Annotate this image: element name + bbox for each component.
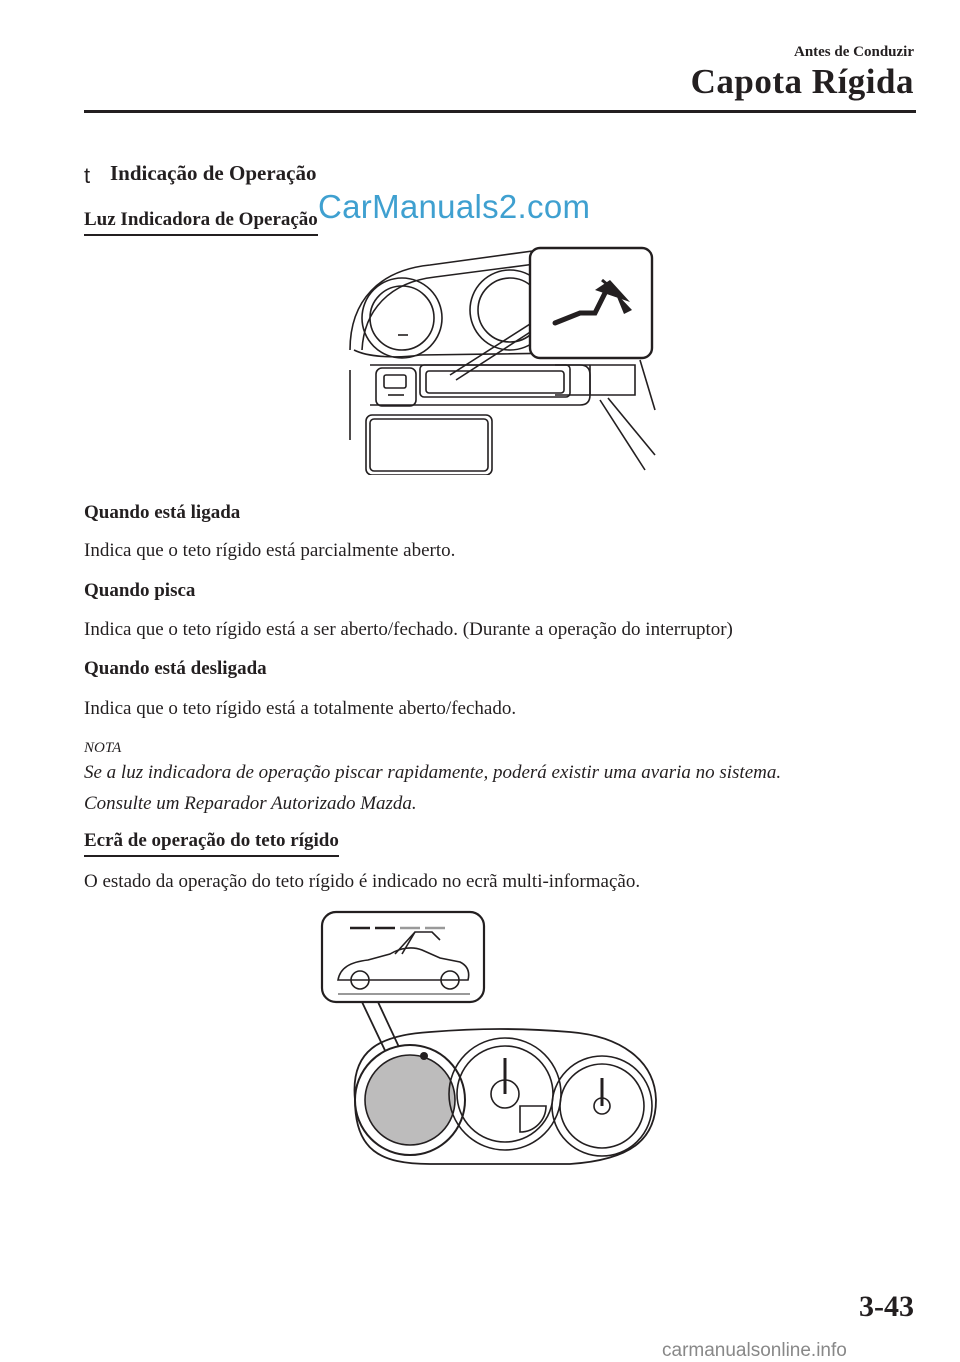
display-text: O estado da operação do teto rígido é indicado no ecrã multi-informação. (84, 871, 641, 892)
note-line-2: Consulte um Reparador Autorizado Mazda. (84, 793, 417, 814)
state-blink-text: Indica que o teto rígido está a ser aberto/fechado. (Durante a operação do interruptor) (84, 619, 733, 640)
chapter-title: Antes de Conduzir (793, 44, 914, 60)
state-on-title: Quando está ligada (84, 502, 241, 523)
watermark[interactable]: CarManuals2.com (318, 188, 591, 225)
subheading-indicator-light: Luz Indicadora de Operação (84, 209, 318, 236)
page-number: 3-43 (859, 1290, 914, 1323)
section-header: Capota Rígida (690, 62, 914, 101)
state-off-title: Quando está desligada (84, 658, 267, 679)
note-label: NOTA (84, 740, 122, 756)
section-marker-icon: t (84, 163, 91, 188)
dashboard-indicator-illustration (340, 240, 660, 475)
section-title: Indicação de Operação (110, 161, 317, 185)
footer-watermark[interactable]: carmanualsonline.info (662, 1340, 847, 1361)
state-off-text: Indica que o teto rígido está a totalmente aberto/fechado. (84, 698, 517, 719)
instrument-cluster-illustration (320, 910, 665, 1175)
header-rule (84, 110, 916, 113)
state-blink-title: Quando pisca (84, 580, 196, 601)
note-line-1: Se a luz indicadora de operação piscar rapidamente, poderá existir uma avaria no sistema. (84, 762, 782, 783)
state-on-text: Indica que o teto rígido está parcialmente aberto. (84, 540, 456, 561)
subheading-display: Ecrã de operação do teto rígido (84, 830, 339, 857)
